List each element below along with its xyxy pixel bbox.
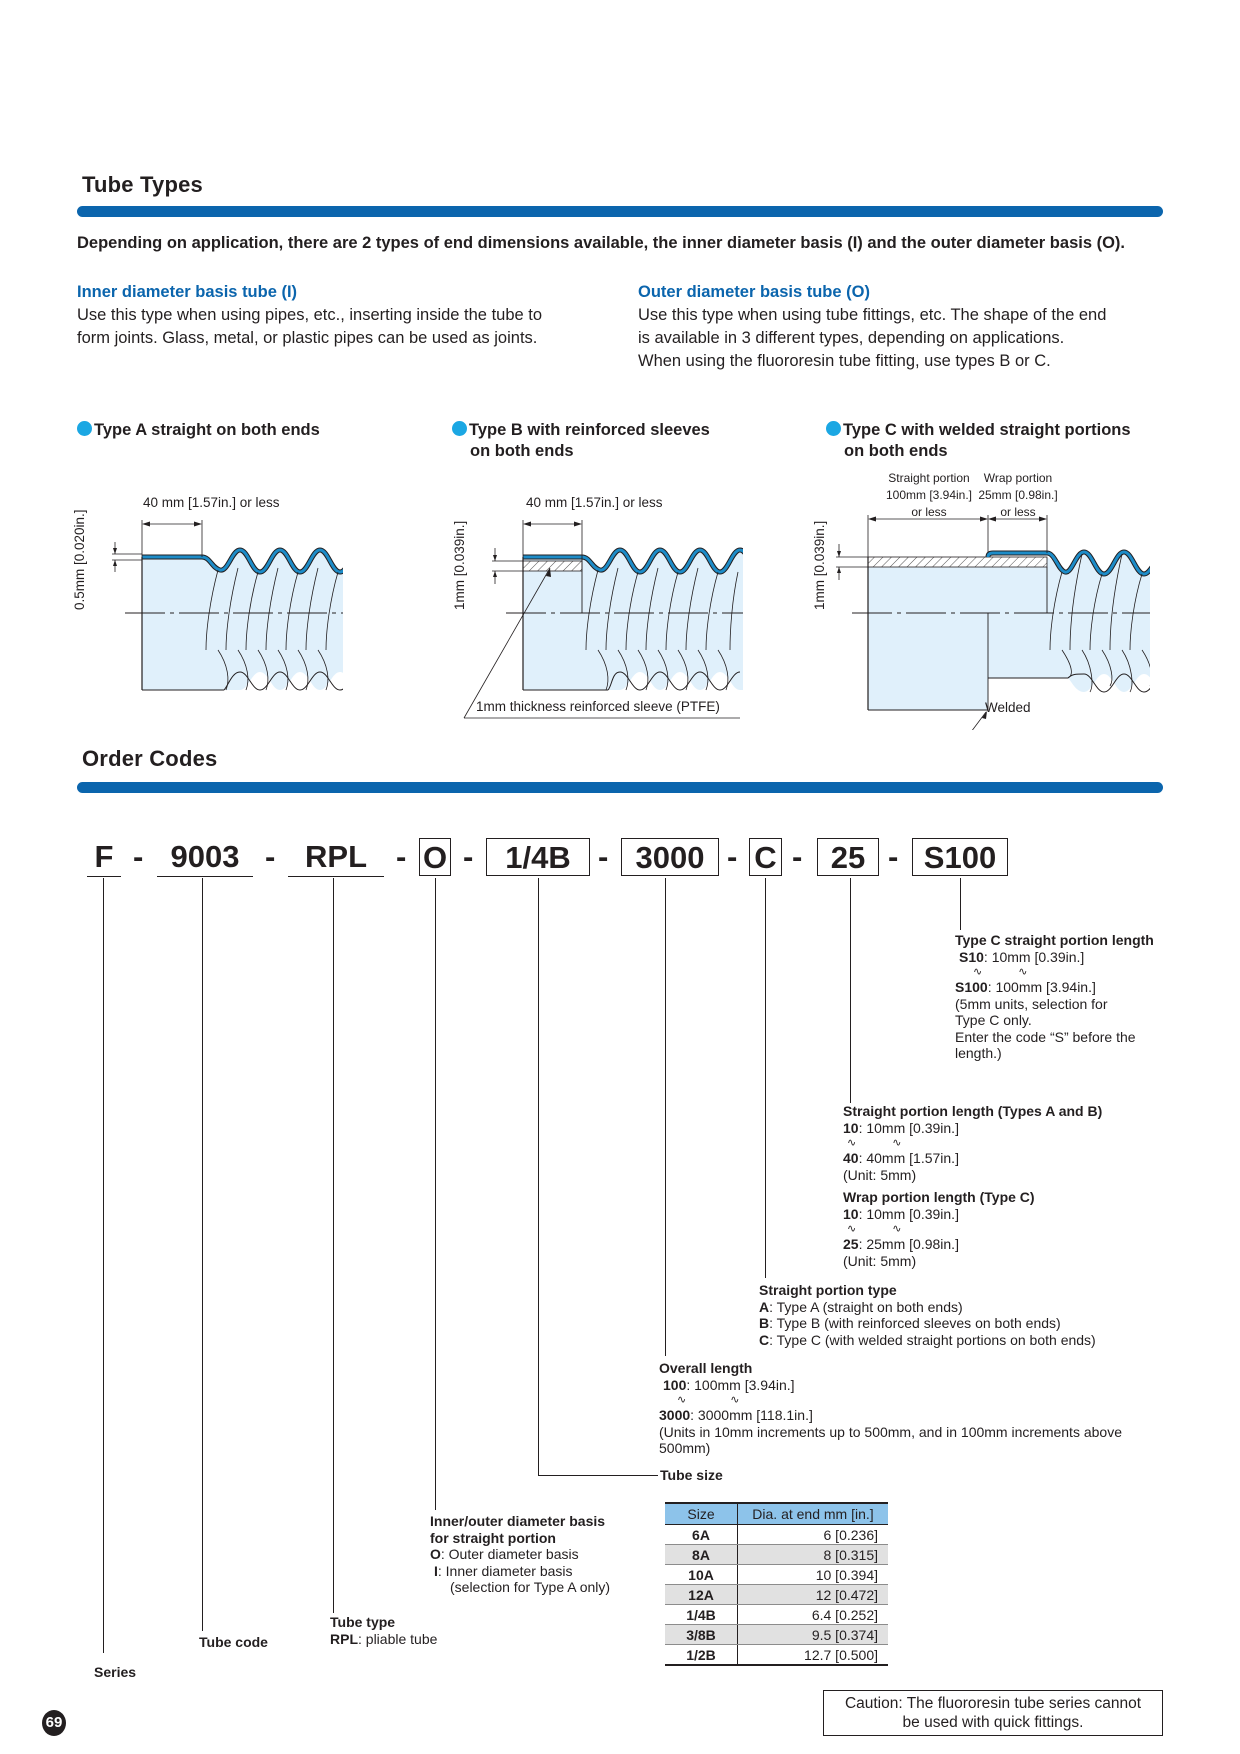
- desc-code: 10: [843, 1119, 859, 1136]
- outer-diameter-text-line: Use this type when using tube fittings, etc. The shape of the end: [638, 306, 1107, 324]
- type-c-welded-label: Welded: [985, 700, 1031, 715]
- leader-line-series: [103, 878, 104, 1653]
- desc-code: RPL: [330, 1630, 358, 1647]
- outer-diameter-text-line: When using the fluororesin tube fitting, use types B or C.: [638, 352, 1051, 370]
- desc-text: : Type B (with reinforced sleeves on both ends): [769, 1315, 1061, 1331]
- table-header-row: [665, 1503, 888, 1525]
- desc-code: S100: [955, 979, 988, 995]
- desc-code: S10: [959, 948, 984, 965]
- desc-tube-size: [660, 1467, 723, 1484]
- type-c-wrap-label-line: or less: [1000, 505, 1036, 519]
- desc-overall-length: [659, 1360, 1169, 1457]
- type-c-thickness-label: 1mm [0.039in.]: [812, 520, 827, 610]
- code-segment-tube-code: 9003: [157, 838, 253, 877]
- code-segment-tube-type: RPL: [288, 838, 384, 877]
- desc-heading: Tube type: [330, 1614, 396, 1630]
- range-glyph: ∿: [847, 1223, 857, 1235]
- size-cell: 8A: [665, 1545, 738, 1565]
- type-a-diagram: [60, 490, 360, 710]
- diameter-cell: 8 [0.315]: [738, 1545, 889, 1565]
- code-separator: -: [463, 839, 474, 874]
- desc-heading: for straight portion: [430, 1529, 556, 1546]
- desc-note-line: (Units in 10mm increments up to 500mm, and in 100mm increments above: [659, 1423, 1122, 1440]
- desc-heading: Straight portion type: [759, 1282, 897, 1298]
- bullet-dot-icon: [826, 421, 841, 436]
- section-divider-bar: [77, 782, 1163, 793]
- inner-diameter-text-line: Use this type when using pipes, etc., inserting inside the tube to: [77, 306, 543, 324]
- size-cell: 3/8B: [665, 1625, 738, 1645]
- type-b-thickness-label: 1mm [0.039in.]: [452, 520, 467, 610]
- type-b-tube-drawing: [440, 490, 760, 720]
- type-c-straight-label-line: 100mm [3.94in.]: [885, 488, 973, 502]
- range-glyph: ∿: [847, 1137, 857, 1149]
- type-c-wrap-label-line: 25mm [0.98in.]: [978, 488, 1058, 502]
- desc-heading: Tube size: [660, 1467, 723, 1483]
- desc-tube-code: [199, 1634, 268, 1651]
- diameter-cell: 10 [0.394]: [738, 1565, 889, 1585]
- type-a-title: Type A straight on both ends: [94, 421, 320, 439]
- type-a-length-label: 40 mm [1.57in.] or less: [143, 495, 280, 510]
- desc-tube-type: [330, 1614, 530, 1647]
- type-b-sleeve-label: 1mm thickness reinforced sleeve (PTFE): [476, 699, 720, 714]
- section-divider-bar: [77, 206, 1163, 217]
- desc-note-line: Enter the code “S” before the: [955, 1028, 1136, 1045]
- code-separator: -: [727, 839, 738, 874]
- desc-heading: Tube code: [199, 1634, 268, 1650]
- code-separator: -: [598, 839, 609, 874]
- desc-code: 25: [843, 1236, 859, 1252]
- type-c-straight-label-line: or less: [911, 505, 947, 519]
- type-a-heading: [77, 420, 320, 441]
- outer-diameter-block: [638, 283, 1168, 373]
- table-row: [665, 1645, 888, 1666]
- code-separator: -: [888, 839, 899, 874]
- code-separator: -: [265, 839, 276, 874]
- desc-code: C: [759, 1331, 770, 1348]
- diameter-cell: 6 [0.236]: [738, 1525, 889, 1545]
- code-segment-diameter-basis: O: [419, 838, 451, 876]
- range-glyph: ∿: [892, 1223, 902, 1235]
- type-b-title-line1: Type B with reinforced sleeves: [469, 421, 710, 439]
- bullet-dot-icon: [77, 421, 92, 436]
- type-c-title-line1: Type C with welded straight portions: [843, 421, 1131, 439]
- type-c-title-line2: on both ends: [844, 442, 948, 460]
- type-b-title-line2: on both ends: [470, 442, 574, 460]
- section-title-order-codes: Order Codes: [82, 746, 218, 771]
- range-glyph: ∿: [1018, 966, 1028, 978]
- desc-heading: Straight portion length (Types A and B): [843, 1103, 1103, 1119]
- desc-note-line: (selection for Type A only): [450, 1579, 611, 1595]
- outer-diameter-heading: Outer diameter basis tube (O): [638, 283, 870, 301]
- page-number-badge: 69: [42, 1710, 66, 1736]
- desc-heading: Overall length: [659, 1360, 753, 1376]
- caution-text-line: be used with quick fittings.: [902, 1714, 1084, 1731]
- type-b-diagram: [440, 490, 760, 720]
- type-b-heading: [452, 420, 710, 462]
- table-row: [665, 1565, 888, 1585]
- leader-line-diameter-basis: [435, 878, 436, 1510]
- desc-heading: Series: [94, 1664, 137, 1680]
- desc-code: I: [434, 1562, 438, 1579]
- range-glyph: ∿: [677, 1394, 687, 1406]
- table-row: [665, 1585, 888, 1605]
- desc-text: : pliable tube: [358, 1630, 438, 1647]
- desc-note-line: (5mm units, selection for: [955, 995, 1108, 1012]
- desc-heading: Type C straight portion length: [955, 932, 1154, 948]
- caution-box: [823, 1690, 1163, 1736]
- column-header: Dia. at end mm [in.]: [738, 1503, 889, 1525]
- desc-code: 100: [663, 1376, 687, 1393]
- intro-text: Depending on application, there are 2 types of end dimensions available, the inner diameter basis (I) and the outer diameter basis (O).: [77, 234, 1125, 252]
- desc-unit: (Unit: 5mm): [843, 1252, 917, 1269]
- code-segment-type-c-length: S100: [912, 838, 1008, 876]
- leader-line-tube-size-horizontal: [538, 1475, 658, 1476]
- desc-code: 40: [843, 1150, 859, 1166]
- desc-code: O: [430, 1546, 441, 1562]
- diameter-cell: 9.5 [0.374]: [738, 1625, 889, 1645]
- range-glyph: ∿: [730, 1394, 740, 1406]
- bullet-dot-icon: [452, 421, 467, 436]
- type-c-straight-label: [870, 470, 988, 521]
- table-row: [665, 1625, 888, 1645]
- diameter-cell: 12.7 [0.500]: [738, 1645, 889, 1666]
- type-a-thickness-label: 0.5mm [0.020in.]: [72, 509, 87, 610]
- desc-heading: Inner/outer diameter basis: [430, 1513, 606, 1529]
- desc-type-c-length: [955, 932, 1175, 1062]
- size-cell: 1/2B: [665, 1645, 738, 1666]
- desc-series: [94, 1664, 136, 1681]
- order-code-row: [0, 838, 1240, 878]
- type-c-diagram: [800, 470, 1170, 730]
- code-separator: -: [133, 839, 144, 874]
- section-title-tube-types: Tube Types: [82, 172, 203, 197]
- desc-straight-length: [843, 1103, 1163, 1269]
- leader-line-straight-length: [850, 878, 851, 1103]
- type-b-length-label: 40 mm [1.57in.] or less: [526, 495, 663, 510]
- code-segment-straight-length: 25: [817, 838, 879, 876]
- type-c-straight-label-line: Straight portion: [888, 471, 970, 485]
- leader-line-tube-type: [333, 878, 334, 1613]
- table-row: [665, 1525, 888, 1545]
- leader-line-tube-size: [538, 878, 539, 1475]
- size-cell: 10A: [665, 1565, 738, 1585]
- outer-diameter-text-line: is available in 3 different types, depending on applications.: [638, 329, 1065, 347]
- type-c-wrap-label-line: Wrap portion: [983, 471, 1053, 485]
- desc-text: : 40mm [1.57in.]: [858, 1150, 959, 1166]
- type-c-heading: [826, 420, 1131, 462]
- desc-note-line: Type C only.: [955, 1012, 1032, 1028]
- size-cell: 6A: [665, 1525, 738, 1545]
- diameter-cell: 6.4 [0.252]: [738, 1605, 889, 1625]
- column-header: Size: [665, 1503, 738, 1525]
- desc-code: 3000: [659, 1407, 691, 1423]
- size-cell: 12A: [665, 1585, 738, 1605]
- range-glyph: ∿: [973, 966, 983, 978]
- desc-heading: Wrap portion length (Type C): [843, 1189, 1035, 1205]
- inner-diameter-block: [77, 283, 607, 350]
- type-c-wrap-label: [978, 470, 1058, 521]
- inner-diameter-text-line: form joints. Glass, metal, or plastic pipes can be used as joints.: [77, 329, 538, 347]
- desc-diameter-basis: [430, 1513, 660, 1596]
- desc-straight-type: [759, 1282, 1179, 1348]
- table-row: [665, 1605, 888, 1625]
- desc-unit: (Unit: 5mm): [843, 1166, 917, 1183]
- desc-note-line: length.): [955, 1045, 1002, 1061]
- desc-text: : 3000mm [118.1in.]: [690, 1407, 813, 1423]
- leader-line-overall-length: [665, 878, 666, 1356]
- leader-line-straight-type: [765, 878, 766, 1278]
- code-separator: -: [792, 839, 803, 874]
- leader-line-tube-code: [202, 878, 203, 1631]
- desc-text: : 100mm [3.94in.]: [686, 1376, 795, 1393]
- code-segment-overall-length: 3000: [621, 838, 719, 876]
- size-cell: 1/4B: [665, 1605, 738, 1625]
- desc-note-line: 500mm): [659, 1440, 711, 1456]
- tube-size-table: [665, 1502, 888, 1666]
- desc-text: : Outer diameter basis: [440, 1546, 579, 1562]
- diameter-cell: 12 [0.472]: [738, 1585, 889, 1605]
- code-segment-straight-type: C: [749, 838, 782, 876]
- range-glyph: ∿: [892, 1137, 902, 1149]
- desc-code: B: [759, 1315, 770, 1331]
- desc-code: A: [759, 1298, 770, 1315]
- type-a-tube-drawing: [60, 490, 360, 710]
- code-separator: -: [396, 839, 407, 874]
- desc-code: 10: [843, 1205, 859, 1222]
- caution-text-line: Caution: The fluororesin tube series cannot: [844, 1695, 1142, 1712]
- desc-text: : 10mm [0.39in.]: [858, 1119, 959, 1136]
- code-segment-series: F: [87, 838, 121, 877]
- desc-text: : Type A (straight on both ends): [769, 1298, 963, 1315]
- code-segment-tube-size: 1/4B: [486, 838, 590, 876]
- table-row: [665, 1545, 888, 1565]
- desc-text: : 10mm [0.39in.]: [983, 948, 1085, 965]
- desc-text: : 25mm [0.98in.]: [858, 1236, 959, 1252]
- desc-text: : 100mm [3.94in.]: [987, 979, 1096, 995]
- desc-text: : 10mm [0.39in.]: [858, 1205, 959, 1222]
- desc-text: : Inner diameter basis: [437, 1562, 573, 1579]
- desc-text: : Type C (with welded straight portions on both ends): [769, 1331, 1096, 1348]
- leader-line-type-c-length: [960, 878, 961, 930]
- inner-diameter-heading: Inner diameter basis tube (I): [77, 283, 298, 301]
